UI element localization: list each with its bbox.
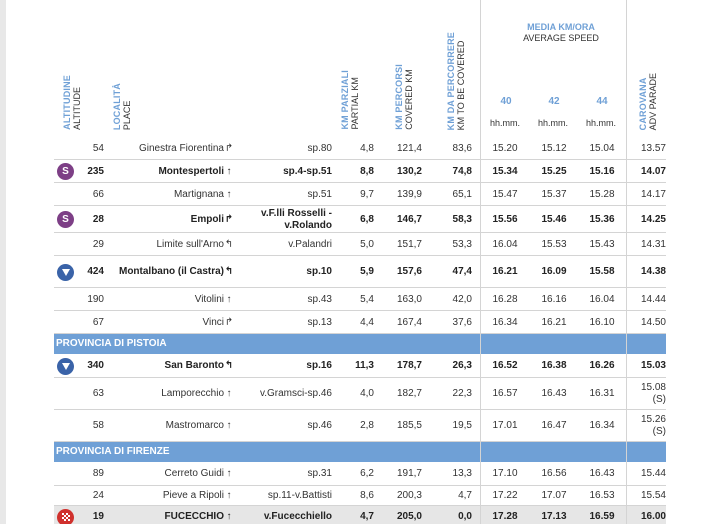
time-44-cell: 16.31 [589, 388, 615, 399]
km-to-cover-cell: 37,6 [452, 316, 472, 328]
covered-km-header: KM PERCORSI COVERED KM [394, 64, 414, 130]
time-40-cell: 15.56 [492, 213, 518, 225]
place-cell: Cerreto Guidi [164, 468, 224, 479]
time-44-cell: 16.53 [589, 490, 615, 501]
place-cell: Lamporecchio [161, 388, 224, 399]
time-40-cell: 15.20 [492, 142, 518, 154]
table-row [54, 354, 666, 378]
speed-44: 44 [596, 96, 608, 107]
direction-icon: ↱ [224, 316, 234, 328]
time-40-cell: 15.34 [492, 165, 518, 177]
altitude-cell: 340 [87, 360, 104, 371]
unit-44: hh.mm. [585, 118, 616, 128]
road-cell: sp.80 [307, 142, 332, 154]
table-row [54, 311, 666, 334]
partial-km-cell: 9,7 [360, 188, 374, 200]
covered-km-cell: 182,7 [396, 388, 422, 399]
time-44-cell: 15.28 [589, 188, 615, 200]
altitude-cell: 24 [92, 490, 104, 501]
speed-42: 42 [548, 96, 560, 107]
group-florence-2 [54, 462, 666, 524]
road-cell: v.F.lli Rosselli - v.Rolando [261, 207, 332, 231]
time-42-cell: 15.53 [541, 238, 567, 250]
time-40-cell: 16.57 [492, 388, 518, 399]
sprint-badge-icon: S [57, 163, 74, 180]
covered-km-cell: 178,7 [396, 360, 422, 371]
km-to-cover-cell: 47,4 [452, 266, 472, 277]
time-40-cell: 17.28 [492, 511, 518, 522]
race-timetable [54, 0, 666, 524]
covered-km-cell: 151,7 [396, 238, 422, 250]
parade-time-cell: 15.26 (S) [640, 414, 666, 437]
place-cell: Limite sull'Arno [156, 238, 224, 250]
road-cell: sp.11-v.Battisti [267, 490, 332, 501]
table-row [54, 206, 666, 233]
altitude-cell: 28 [92, 213, 104, 225]
partial-km-cell: 4,0 [360, 388, 374, 399]
partial-km-cell: 6,2 [360, 468, 374, 479]
average-speed-header: MEDIA KM/ORA AVERAGE SPEED [523, 22, 599, 43]
place-cell: Montespertoli [158, 165, 224, 177]
direction-icon: ↰ [224, 360, 234, 371]
partial-km-cell: 4,8 [360, 142, 374, 154]
altitude-cell: 29 [92, 238, 104, 250]
road-cell: v.Gramsci-sp.46 [259, 388, 332, 399]
direction-icon: ↑ [226, 188, 232, 200]
time-40-cell: 17.22 [492, 490, 518, 501]
province-banner-pistoia: PROVINCIA DI PISTOIA [54, 334, 666, 354]
time-44-cell: 15.43 [589, 238, 615, 250]
partial-km-cell: 4,7 [360, 511, 374, 522]
direction-icon: ↰ [224, 238, 234, 250]
altitude-cell: 67 [92, 316, 104, 328]
time-42-cell: 17.13 [541, 511, 567, 522]
adv-parade-header: CAROVANA ADV PARADE [638, 72, 658, 130]
covered-km-cell: 121,4 [396, 142, 422, 154]
time-40-cell: 16.34 [492, 316, 518, 328]
mountain-climb-icon [57, 358, 74, 375]
time-42-cell: 17.07 [541, 490, 567, 501]
direction-icon: ↱ [224, 213, 234, 225]
place-header: LOCALITÀ PLACE [112, 82, 132, 130]
sprint-badge-icon: S [57, 211, 74, 228]
time-44-cell: 15.16 [589, 165, 615, 177]
covered-km-cell: 139,9 [396, 188, 422, 200]
covered-km-cell: 157,6 [396, 266, 422, 277]
road-cell: sp.51 [307, 188, 332, 200]
table-row [54, 160, 666, 183]
parade-time-cell: 14.44 [640, 293, 666, 305]
altitude-cell: 235 [87, 165, 104, 177]
parade-time-cell: 14.17 [640, 188, 666, 200]
covered-km-cell: 167,4 [396, 316, 422, 328]
place-cell: Mastromarco [165, 420, 224, 431]
time-42-cell: 15.25 [541, 165, 567, 177]
altitude-cell: 190 [87, 293, 104, 305]
parade-time-cell: 15.08 (S) [640, 382, 666, 405]
time-44-cell: 15.36 [589, 213, 615, 225]
partial-km-cell: 11,3 [355, 360, 374, 371]
parade-time-cell: 16.00 [640, 511, 666, 522]
time-44-cell: 16.34 [589, 420, 615, 431]
time-44-cell: 16.04 [589, 293, 615, 305]
group-florence-1 [54, 137, 666, 334]
km-to-cover-cell: 4,7 [458, 490, 472, 501]
covered-km-cell: 163,0 [396, 293, 422, 305]
road-cell: v.Fucecchiello [263, 511, 332, 522]
place-cell: San Baronto [164, 360, 224, 371]
parade-time-cell: 14.50 [640, 316, 666, 328]
covered-km-cell: 185,5 [396, 420, 422, 431]
road-cell: sp.13 [307, 316, 332, 328]
table-row [54, 462, 666, 486]
altitude-cell: 54 [92, 142, 104, 154]
km-to-cover-cell: 65,1 [452, 188, 472, 200]
parade-time-cell: 15.03 [640, 360, 666, 371]
parade-time-cell: 13.57 [640, 142, 666, 154]
km-to-cover-cell: 42,0 [452, 293, 472, 305]
parade-time-cell: 14.25 [640, 213, 666, 225]
unit-40: hh.mm. [489, 118, 520, 128]
km-to-cover-cell: 19,5 [452, 420, 472, 431]
time-44-cell: 16.43 [589, 468, 615, 479]
km-to-cover-cell: 13,3 [452, 468, 472, 479]
mountain-climb-icon [57, 264, 74, 281]
time-42-cell: 16.38 [541, 360, 567, 371]
covered-km-cell: 191,7 [396, 468, 422, 479]
place-cell: Vinci [202, 316, 224, 328]
divider-parade [626, 0, 627, 524]
partial-km-cell: 4,4 [360, 316, 374, 328]
partial-km-cell: 2,8 [360, 420, 374, 431]
km-to-cover-cell: 26,3 [452, 360, 472, 371]
table-row [54, 256, 666, 288]
table-row [54, 288, 666, 311]
place-cell: Pieve a Ripoli [162, 490, 224, 501]
km-to-cover-cell: 58,3 [452, 213, 472, 225]
time-40-cell: 17.01 [492, 420, 518, 431]
altitude-cell: 58 [92, 420, 104, 431]
time-42-cell: 16.56 [541, 468, 567, 479]
partial-km-cell: 8,6 [360, 490, 374, 501]
covered-km-cell: 130,2 [396, 165, 422, 177]
partial-km-cell: 5,4 [360, 293, 374, 305]
page-edge [0, 0, 6, 524]
direction-icon: ↑ [226, 388, 232, 399]
altitude-cell: 89 [92, 468, 104, 479]
altitude-cell: 424 [87, 266, 104, 277]
direction-icon: ↑ [226, 511, 232, 522]
altitude-cell: 19 [92, 511, 104, 522]
time-40-cell: 17.10 [492, 468, 518, 479]
road-cell: sp.4-sp.51 [283, 165, 332, 177]
parade-time-cell: 15.54 [640, 490, 666, 501]
time-40-cell: 16.21 [492, 266, 518, 277]
partial-km-header: KM PARZIALI PARTIAL KM [340, 70, 360, 130]
divider-speed [480, 0, 481, 524]
direction-icon: ↑ [226, 490, 232, 501]
table-row [54, 486, 666, 506]
unit-42: hh.mm. [537, 118, 568, 128]
timetable-body [54, 137, 666, 524]
road-cell: sp.31 [307, 468, 332, 479]
time-42-cell: 16.43 [541, 388, 567, 399]
time-44-cell: 16.59 [589, 511, 615, 522]
time-42-cell: 15.46 [541, 213, 567, 225]
table-row [54, 183, 666, 206]
road-cell: sp.16 [306, 360, 332, 371]
group-pistoia [54, 354, 666, 442]
time-42-cell: 16.21 [541, 316, 567, 328]
km-to-cover-cell: 0,0 [458, 511, 472, 522]
km-to-cover-cell: 22,3 [452, 388, 472, 399]
place-cell: Martignana [173, 188, 224, 200]
direction-icon: ↱ [224, 142, 234, 154]
partial-km-cell: 5,0 [360, 238, 374, 250]
covered-km-cell: 200,3 [396, 490, 422, 501]
table-header [54, 0, 666, 134]
direction-icon: ↑ [226, 165, 232, 177]
direction-icon: ↑ [226, 468, 232, 479]
time-40-cell: 16.52 [492, 360, 518, 371]
parade-time-cell: 15.44 [640, 468, 666, 479]
covered-km-cell: 146,7 [396, 213, 422, 225]
time-42-cell: 16.09 [541, 266, 567, 277]
km-to-cover-cell: 53,3 [452, 238, 472, 250]
km-to-cover-header: KM DA PERCORRERE KM TO BE COVERED [446, 31, 466, 130]
place-cell: Montalbano (il Castra) [118, 266, 224, 277]
table-row [54, 378, 666, 410]
time-40-cell: 15.47 [492, 188, 518, 200]
altitude-cell: 66 [92, 188, 104, 200]
time-40-cell: 16.04 [492, 238, 518, 250]
time-44-cell: 15.58 [589, 266, 615, 277]
time-44-cell: 16.10 [589, 316, 615, 328]
direction-icon: ↰ [224, 266, 234, 277]
altitude-cell: 63 [92, 388, 104, 399]
table-row [54, 506, 666, 524]
speed-40: 40 [500, 96, 512, 107]
road-cell: sp.43 [307, 293, 332, 305]
partial-km-cell: 5,9 [360, 266, 374, 277]
place-cell: Empoli [190, 213, 224, 225]
table-row [54, 410, 666, 442]
covered-km-cell: 205,0 [396, 511, 422, 522]
direction-icon: ↑ [226, 293, 232, 305]
table-row [54, 233, 666, 256]
finish-flag-icon [57, 509, 74, 524]
partial-km-cell: 6,8 [360, 213, 374, 225]
time-42-cell: 16.47 [541, 420, 567, 431]
time-42-cell: 15.37 [541, 188, 567, 200]
time-40-cell: 16.28 [492, 293, 518, 305]
place-cell: Vitolini [194, 293, 224, 305]
road-cell: sp.10 [306, 266, 332, 277]
partial-km-cell: 8,8 [360, 165, 374, 177]
km-to-cover-cell: 74,8 [452, 165, 472, 177]
road-cell: sp.46 [307, 420, 332, 431]
parade-time-cell: 14.07 [640, 165, 666, 177]
place-cell: Ginestra Fiorentina [138, 142, 224, 154]
province-banner-firenze: PROVINCIA DI FIRENZE [54, 442, 666, 462]
direction-icon: ↑ [226, 420, 232, 431]
table-row [54, 137, 666, 160]
km-to-cover-cell: 83,6 [452, 142, 472, 154]
altitude-header: ALTITUDINE ALTITUDE [62, 75, 82, 130]
parade-time-cell: 14.31 [640, 238, 666, 250]
time-44-cell: 16.26 [589, 360, 615, 371]
time-42-cell: 15.12 [541, 142, 567, 154]
place-cell: FUCECCHIO [164, 511, 224, 522]
time-42-cell: 16.16 [541, 293, 567, 305]
parade-time-cell: 14.38 [640, 266, 666, 277]
time-44-cell: 15.04 [589, 142, 615, 154]
road-cell: v.Palandri [288, 238, 332, 250]
